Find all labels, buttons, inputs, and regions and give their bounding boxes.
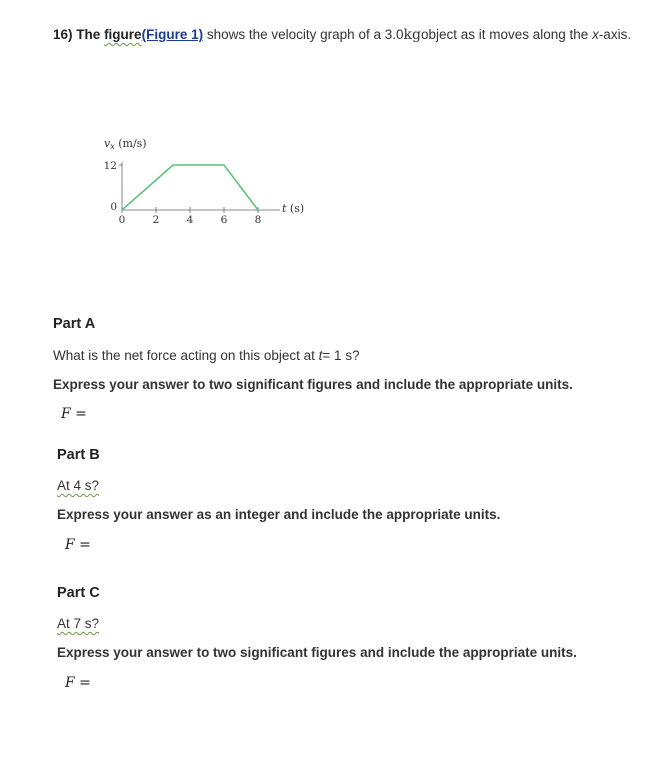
part-a-question-post: = 1 s? [322,348,360,363]
part-a-question [53,348,360,363]
part-b-answer-eq: = [74,537,91,553]
x-axis-label [282,202,304,215]
part-a-answer-eq: = [70,406,87,422]
x-tick-label-8: 8 [254,214,262,226]
part-c-answer-var: F [65,675,75,691]
chart-tick-labels [104,160,262,226]
figure-word: figure [104,27,142,42]
x-tick-label-2: 2 [152,214,160,226]
mass-unit: kg [403,27,421,43]
y-tick-label-12: 12 [103,160,117,172]
question-after-unit: object as it moves along the [420,27,589,42]
part-a-question-var: t [318,348,323,363]
part-b-answer[interactable] [65,537,91,553]
part-c-question: At 7 s? [57,616,100,631]
x-tick-label-4: 4 [186,214,194,226]
part-c-answer[interactable] [65,675,91,691]
x-tick-label-6: 6 [220,214,228,226]
y-tick-label-0: 0 [110,201,117,213]
axis-variable: x [592,27,599,42]
chart-ticks [119,165,258,213]
x-axis-unit: (s) [286,202,305,215]
question-middle: shows the velocity graph of a 3.0 [206,27,404,42]
part-b-answer-var: F [65,537,75,553]
part-b-instruction: Express your answer as an integer and include the appropriate units. [57,507,501,522]
part-a-title: Part A [53,316,96,332]
velocity-series-line [122,165,258,210]
y-axis-label [104,137,147,151]
part-b-question: At 4 s? [57,478,100,493]
x-axis-var: t [282,202,287,215]
chart-axes [122,162,280,210]
part-c-answer-eq: = [74,675,91,691]
part-a-question-pre: What is the net force acting on this object at [53,348,319,363]
question-number: 16) [53,27,73,42]
question-text [53,27,631,43]
part-a-instruction: Express your answer to two significant figures and include the appropriate units. [53,377,573,392]
part-c-title: Part C [57,585,100,601]
y-axis-unit: (m/s) [114,137,147,150]
part-a-answer[interactable] [61,406,87,422]
question-lead: The [76,27,101,42]
part-c-instruction: Express your answer to two significant figures and include the appropriate units. [57,645,577,660]
part-a-answer-var: F [61,406,71,422]
y-axis-var: v [104,137,111,150]
question-tail: -axis. [598,27,632,42]
y-axis-sub: x [110,142,115,151]
part-b-title: Part B [57,447,100,463]
x-tick-label-0: 0 [118,214,126,226]
velocity-chart [90,130,320,235]
figure-link[interactable]: (Figure 1) [141,27,204,42]
